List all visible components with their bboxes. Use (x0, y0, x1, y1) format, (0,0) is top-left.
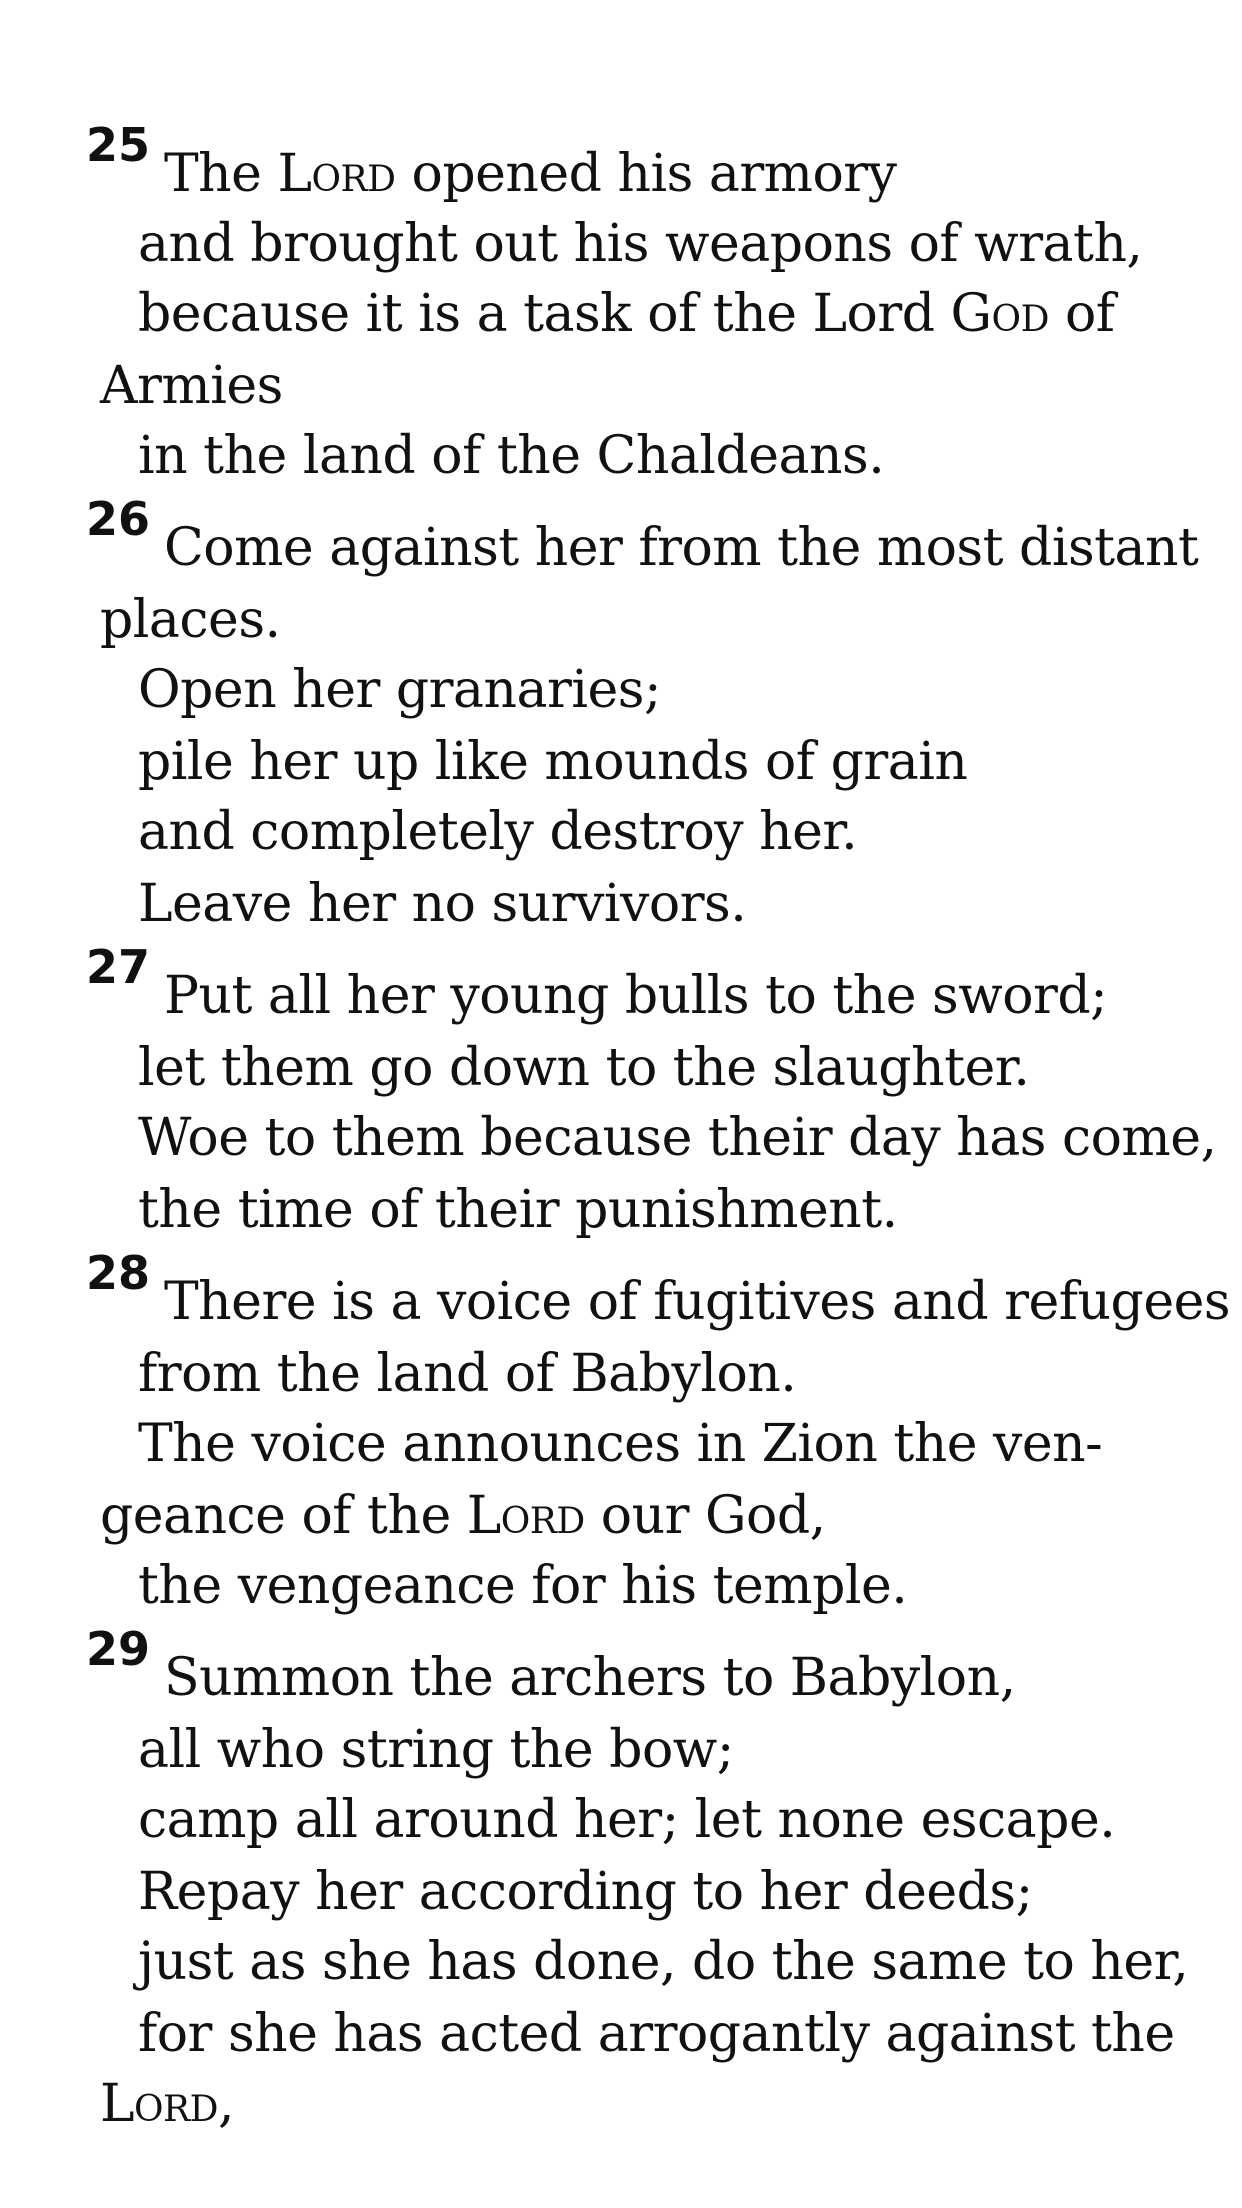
verse-line (138, 1714, 734, 1786)
verse-text: in the land of the Chaldeans. (138, 426, 885, 486)
verse-text: and brought out his weapons of wrath, (138, 214, 1143, 274)
verse-line (138, 1032, 1029, 1104)
verse-line (138, 1926, 1188, 1998)
verse-text: geance of the (100, 1486, 467, 1546)
verse-text: Put all her young bulls to the sword; (164, 966, 1108, 1026)
verse-text: just as she has done, do the same to her, (138, 1932, 1189, 1992)
verse-line (164, 960, 1107, 1032)
verse-number: 27 (86, 940, 151, 994)
verse-number: 25 (86, 118, 151, 172)
verse-number: 26 (86, 492, 151, 546)
verse-line (138, 1338, 796, 1410)
verse-text: pile her up like mounds of grain (138, 732, 968, 792)
verse-text: because it is a task of the Lord (138, 284, 951, 344)
verse-line (138, 1408, 1102, 1480)
verse-line (138, 1550, 907, 1622)
verse-line (138, 1174, 898, 1246)
verse-text: for she has acted arrogantly against the (138, 2004, 1175, 2064)
verse-text: our God, (584, 1486, 826, 1546)
verse-text: the time of their punishment. (138, 1180, 898, 1240)
verse-line (138, 726, 967, 798)
verse-line (138, 278, 1115, 350)
verse-number: 29 (86, 1622, 151, 1676)
verse-line (138, 1102, 1217, 1174)
divine-name: Lord (100, 2074, 219, 2134)
verse-line (164, 138, 897, 210)
verse-text: Repay her according to her deeds; (138, 1862, 1033, 1922)
verse-text: opened his armory (395, 144, 897, 204)
verse-text: and completely destroy her. (138, 802, 858, 862)
verse-line (138, 1784, 1115, 1856)
verse-line (138, 868, 746, 940)
verse-text: Armies (100, 356, 283, 416)
verse-text: , (218, 2074, 235, 2134)
divine-name: God (950, 284, 1049, 344)
verse-text: the vengeance for his temple. (138, 1556, 908, 1616)
verse-text: Summon the archers to Babylon, (164, 1648, 1016, 1708)
verse-text: camp all around her; let none escape. (138, 1790, 1116, 1850)
verse-line (138, 1856, 1033, 1928)
verse-text: Come against her from the most distant (164, 518, 1199, 578)
verse-text: The (164, 144, 278, 204)
verse-line (138, 654, 661, 726)
verse-text: Leave her no survivors. (138, 874, 747, 934)
verse-line (164, 512, 1198, 584)
verse-text: of (1048, 284, 1115, 344)
verse-text: There is a voice of fugitives and refugees (164, 1272, 1231, 1332)
verse-line (100, 584, 281, 656)
verse-line (138, 420, 884, 492)
verse-line (100, 2068, 234, 2140)
verse-line (138, 796, 857, 868)
verse-text: all who string the bow; (138, 1720, 734, 1780)
verse-text: Woe to them because their day has come, (138, 1108, 1217, 1168)
verse-line (164, 1266, 1230, 1338)
verse-line (138, 1998, 1175, 2070)
verse-text: The voice announces in Zion the ven- (138, 1414, 1103, 1474)
divine-name: Lord (466, 1486, 585, 1546)
verse-text: from the land of Babylon. (138, 1344, 797, 1404)
verse-text: let them go down to the slaughter. (138, 1038, 1030, 1098)
divine-name: Lord (277, 144, 396, 204)
verse-text: places. (100, 590, 281, 650)
verse-text: Open her granaries; (138, 660, 661, 720)
verse-number: 28 (86, 1246, 151, 1300)
verse-line (164, 1642, 1016, 1714)
verse-line (100, 1480, 826, 1552)
verse-line (100, 350, 283, 422)
verse-line (138, 208, 1142, 280)
